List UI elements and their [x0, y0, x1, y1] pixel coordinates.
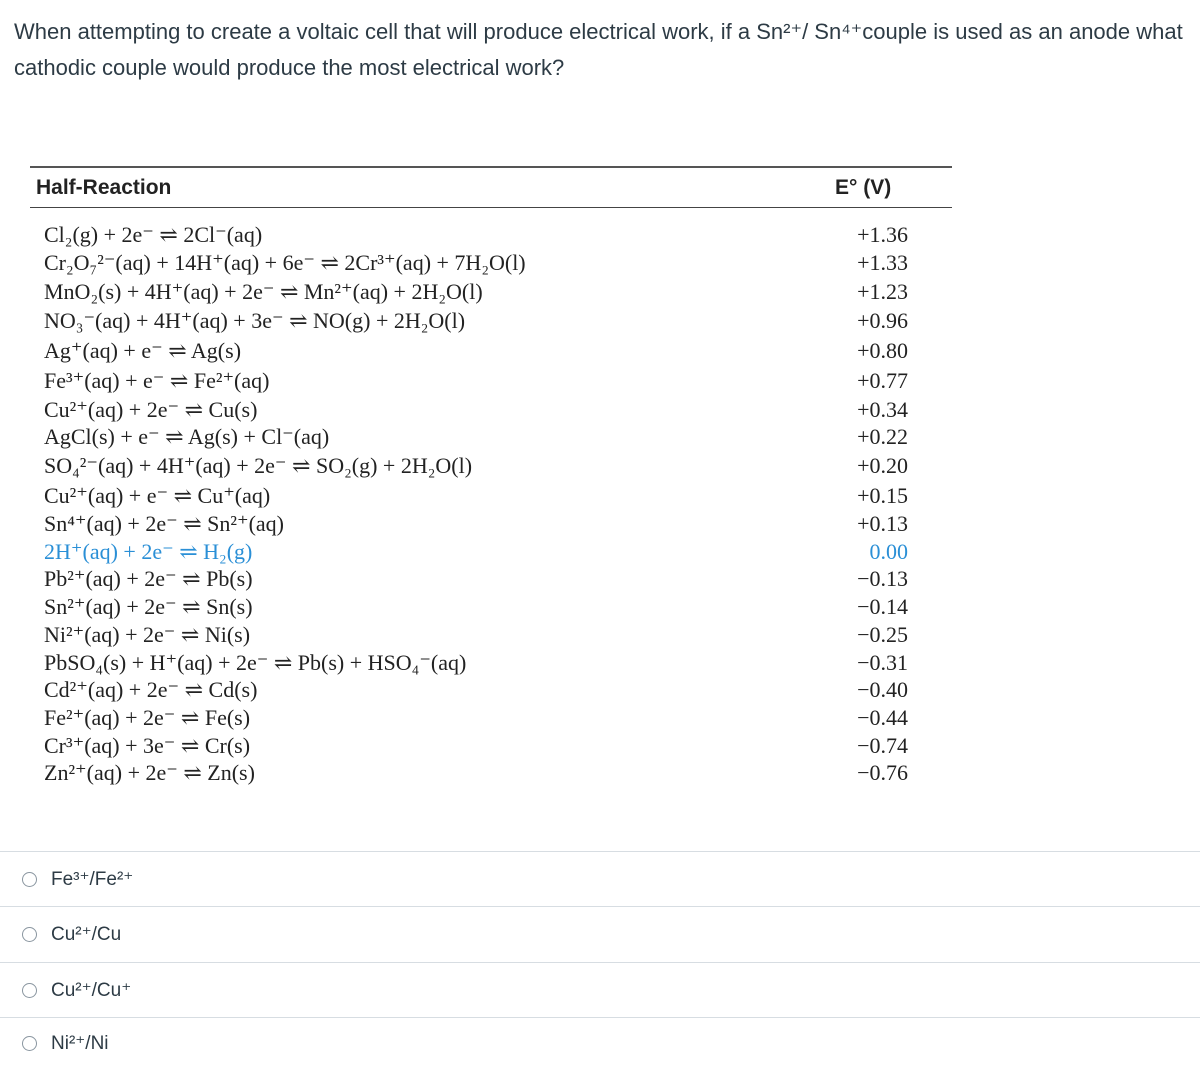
radio-button-icon[interactable] — [22, 927, 37, 942]
table-row-reaction: Cl₂(g) + 2e⁻ ⇌ 2Cl⁻(aq) — [44, 222, 263, 247]
question-text: When attempting to create a voltaic cell that will produce electrical work, if a Sn²⁺/ Sn⁴⁺couple is used as an anode what cathodic couple would produce the most electrical work? — [14, 19, 1183, 80]
table-row-potential: +0.77 — [857, 368, 908, 393]
radio-button-icon[interactable] — [22, 983, 37, 998]
table-row-potential: +0.22 — [857, 424, 908, 449]
table-row-potential: +0.15 — [857, 483, 908, 508]
option-label: Fe³⁺/Fe²⁺ — [51, 868, 134, 890]
table-row-reaction: MnO₂(s) + 4H⁺(aq) + 2e⁻ ⇌ Mn²⁺(aq) + 2H₂O(l) — [44, 279, 483, 304]
table-row-reaction: AgCl(s) + e⁻ ⇌ Ag(s) + Cl⁻(aq) — [44, 424, 330, 449]
table-row-potential: +1.33 — [857, 250, 908, 275]
table-row-reaction: Sn²⁺(aq) + 2e⁻ ⇌ Sn(s) — [44, 594, 253, 619]
table-row-potential: +0.20 — [857, 453, 908, 478]
table-row-potential: +0.13 — [857, 511, 908, 536]
table-row-reaction: Cd²⁺(aq) + 2e⁻ ⇌ Cd(s) — [44, 677, 258, 702]
option-cu2-cu[interactable] — [22, 919, 121, 949]
table-row-potential: +0.96 — [857, 308, 908, 333]
table-row-potential: −0.74 — [857, 733, 908, 758]
table-row-potential: −0.76 — [857, 760, 908, 785]
header-potential: E° (V) — [835, 176, 892, 199]
table-row-reaction: Pb²⁺(aq) + 2e⁻ ⇌ Pb(s) — [44, 566, 253, 591]
option-label: Cu²⁺/Cu — [51, 923, 122, 945]
option-divider — [0, 851, 1200, 852]
option-label: Cu²⁺/Cu⁺ — [51, 979, 132, 1001]
table-row-potential: −0.25 — [857, 622, 908, 647]
table-header-rule — [30, 207, 952, 208]
option-label: Ni²⁺/Ni — [51, 1032, 109, 1054]
table-row-reaction: Cu²⁺(aq) + 2e⁻ ⇌ Cu(s) — [44, 397, 258, 422]
table-row-reaction: Cr³⁺(aq) + 3e⁻ ⇌ Cr(s) — [44, 733, 251, 758]
table-row-reaction: Zn²⁺(aq) + 2e⁻ ⇌ Zn(s) — [44, 760, 255, 785]
option-divider — [0, 962, 1200, 963]
table-row-reaction: Ni²⁺(aq) + 2e⁻ ⇌ Ni(s) — [44, 622, 251, 647]
table-row-reaction: Fe²⁺(aq) + 2e⁻ ⇌ Fe(s) — [44, 705, 251, 730]
header-half-reaction: Half-Reaction — [36, 176, 172, 199]
table-row-potential: +0.34 — [857, 397, 908, 422]
option-cu2-cu1[interactable] — [22, 975, 131, 1005]
table-row-reaction-reference: 2H⁺(aq) + 2e⁻ ⇌ H₂(g) — [44, 539, 253, 564]
table-row-reaction: NO₃⁻(aq) + 4H⁺(aq) + 3e⁻ ⇌ NO(g) + 2H₂O(l) — [44, 308, 466, 333]
table-row-reaction: Cu²⁺(aq) + e⁻ ⇌ Cu⁺(aq) — [44, 483, 271, 508]
table-row-potential: +0.80 — [857, 338, 908, 363]
table-row-potential: +1.36 — [857, 222, 908, 247]
table-row-reaction: Sn⁴⁺(aq) + 2e⁻ ⇌ Sn²⁺(aq) — [44, 511, 285, 536]
table-row-reaction: Cr₂O₇²⁻(aq) + 14H⁺(aq) + 6e⁻ ⇌ 2Cr³⁺(aq) + 7H₂O(l) — [44, 250, 526, 275]
table-row-potential: −0.40 — [857, 677, 908, 702]
table-row-potential: −0.31 — [857, 650, 908, 675]
table-top-rule — [30, 166, 952, 168]
option-fe3-fe2[interactable] — [22, 864, 133, 894]
table-row-potential: +1.23 — [857, 279, 908, 304]
table-row-potential: −0.44 — [857, 705, 908, 730]
table-row-reaction: PbSO₄(s) + H⁺(aq) + 2e⁻ ⇌ Pb(s) + HSO₄⁻(aq) — [44, 650, 467, 675]
option-ni2-ni[interactable] — [22, 1028, 109, 1058]
option-divider — [0, 1017, 1200, 1018]
radio-button-icon[interactable] — [22, 872, 37, 887]
table-row-reaction: Fe³⁺(aq) + e⁻ ⇌ Fe²⁺(aq) — [44, 368, 270, 393]
radio-button-icon[interactable] — [22, 1036, 37, 1051]
table-row-potential: −0.13 — [857, 566, 908, 591]
table-row-potential: −0.14 — [857, 594, 908, 619]
table-row-reaction: Ag⁺(aq) + e⁻ ⇌ Ag(s) — [44, 338, 242, 363]
table-row-potential-reference: 0.00 — [869, 539, 908, 564]
table-row-reaction: SO₄²⁻(aq) + 4H⁺(aq) + 2e⁻ ⇌ SO₂(g) + 2H₂O(l) — [44, 453, 473, 478]
option-divider — [0, 906, 1200, 907]
